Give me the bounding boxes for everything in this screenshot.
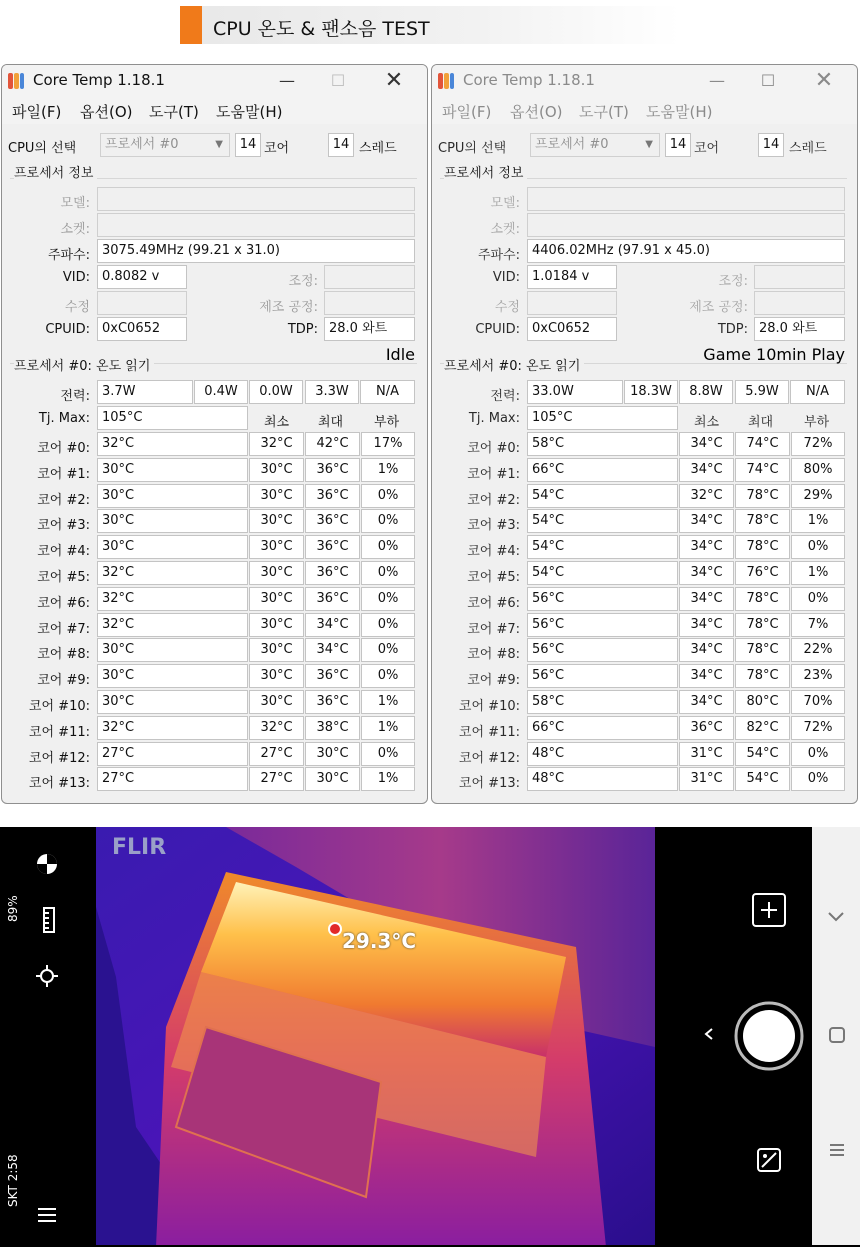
core-max: 36°C [305, 458, 360, 482]
core-temp: 58°C [527, 690, 678, 714]
core-min: 30°C [249, 509, 304, 533]
core-label: 코어 #4: [37, 544, 90, 560]
core-load: 0% [791, 535, 845, 559]
core-temp: 30°C [97, 690, 248, 714]
core-max: 34°C [305, 613, 360, 637]
core-load: 70% [791, 690, 845, 714]
adjust-field [754, 265, 845, 289]
menu-bar [2, 98, 427, 124]
scenario-tag: Idle [385, 345, 415, 364]
core-min: 34°C [679, 561, 734, 585]
core-temp: 32°C [97, 432, 248, 456]
ruler-icon[interactable] [38, 907, 56, 933]
menu-help[interactable]: 도움말(H) [216, 103, 283, 121]
core-load: 1% [791, 561, 845, 585]
android-nav-bar [812, 827, 860, 1245]
core-min: 34°C [679, 509, 734, 533]
process-field [754, 291, 845, 315]
core-load: 0% [361, 742, 415, 766]
core-load: 23% [791, 664, 845, 688]
core-label: 코어 #3: [467, 518, 520, 534]
power-value-4: N/A [790, 380, 845, 404]
accent-bar [180, 6, 202, 44]
core-label: 코어 #10: [458, 699, 520, 714]
window-title: Core Temp 1.18.1 [463, 71, 595, 89]
core-temp: 30°C [97, 664, 248, 688]
maximize-button[interactable]: ☐ [760, 71, 776, 90]
chevron-down-icon: ▼ [215, 139, 223, 150]
cpuid-field: 0xC0652 [527, 317, 617, 341]
model-field [527, 187, 845, 211]
core-temp: 54°C [527, 535, 678, 559]
flir-logo: FLIR [112, 835, 167, 860]
core-label: 코어 #6: [37, 595, 90, 611]
vid-label: VID: [62, 270, 90, 285]
power-value-2: 8.8W [679, 380, 733, 404]
power-value-1: 18.3W [624, 380, 678, 404]
tdp-label: TDP: [717, 322, 748, 337]
camera-left-toolbar [0, 827, 72, 1245]
revision-label: 수정 [494, 300, 520, 315]
menu-tools[interactable]: 도구(T) [579, 103, 629, 121]
core-load: 1% [361, 458, 415, 482]
model-field [97, 187, 415, 211]
tdp-field: 28.0 와트 [754, 317, 845, 341]
close-button[interactable]: ✕ [814, 68, 834, 93]
core-temp: 30°C [97, 509, 248, 533]
core-max: 78°C [735, 509, 790, 533]
core-temp: 58°C [527, 432, 678, 456]
core-label: 코어 #1: [37, 466, 90, 482]
crosshair-icon[interactable] [35, 964, 59, 988]
core-load: 17% [361, 432, 415, 456]
core-min: 36°C [679, 716, 734, 740]
menu-bar [432, 98, 857, 124]
menu-options[interactable]: 옵션(O) [510, 103, 563, 121]
core-max: 36°C [305, 484, 360, 508]
home-icon[interactable] [829, 1027, 845, 1043]
revision-field [97, 291, 187, 315]
cores-label: 코어 [694, 141, 720, 156]
window-title: Core Temp 1.18.1 [33, 71, 165, 89]
chevron-down-icon: ▼ [645, 139, 653, 150]
tjmax-field: 105°C [527, 406, 678, 430]
core-max: 30°C [305, 767, 360, 791]
core-temp: 48°C [527, 767, 678, 791]
menu-file[interactable]: 파일(F) [12, 103, 62, 121]
cpuid-field: 0xC0652 [97, 317, 187, 341]
core-load: 72% [791, 432, 845, 456]
core-temp: 56°C [527, 638, 678, 662]
cores-count: 14 [665, 133, 691, 157]
core-load: 0% [361, 664, 415, 688]
core-load: 0% [361, 509, 415, 533]
process-label: 제조 공정: [689, 300, 748, 315]
back-arrow-icon[interactable] [702, 1027, 716, 1041]
core-label: 코어 #6: [467, 595, 520, 611]
core-max: 74°C [735, 432, 790, 456]
core-load: 0% [361, 587, 415, 611]
menu-tools[interactable]: 도구(T) [149, 103, 199, 121]
power-label: 전력: [60, 389, 90, 404]
vid-field: 0.8082 v [97, 265, 187, 289]
core-min: 27°C [249, 742, 304, 766]
core-max: 42°C [305, 432, 360, 456]
title-bar [432, 65, 857, 98]
page-title: CPU 온도 & 팬소음 TEST [213, 18, 430, 40]
core-min: 30°C [249, 587, 304, 611]
core-label: 코어 #9: [467, 673, 520, 689]
tjmax-field: 105°C [97, 406, 248, 430]
adjust-label: 조정: [718, 274, 748, 289]
proc-info-title: 프로세서 정보 [444, 162, 527, 181]
tjmax-label: Tj. Max: [468, 411, 520, 426]
core-min: 31°C [679, 767, 734, 791]
core-min: 32°C [249, 716, 304, 740]
core-min: 34°C [679, 613, 734, 637]
core-label: 코어 #4: [467, 544, 520, 560]
thermal-laptop-picture [96, 827, 655, 1245]
core-min: 34°C [679, 690, 734, 714]
core-label: 코어 #3: [37, 518, 90, 534]
spot-temperature: 29.3°C [342, 929, 417, 953]
core-min: 30°C [249, 664, 304, 688]
core-temp: 27°C [97, 767, 248, 791]
socket-field [97, 213, 415, 237]
core-min: 34°C [679, 535, 734, 559]
core-min: 34°C [679, 432, 734, 456]
core-label: 코어 #12: [28, 750, 90, 766]
load-header: 부하 [804, 415, 830, 430]
core-load: 0% [361, 535, 415, 559]
processor-select-value: 프로세서 #0 [105, 137, 179, 152]
core-min: 34°C [679, 664, 734, 688]
process-field [324, 291, 415, 315]
tdp-label: TDP: [287, 322, 318, 337]
core-min: 32°C [249, 432, 304, 456]
coretemp-app-icon [6, 71, 26, 91]
core-temp: 48°C [527, 742, 678, 766]
core-label: 코어 #7: [467, 621, 520, 637]
core-temp: 56°C [527, 613, 678, 637]
core-load: 0% [791, 742, 845, 766]
process-label: 제조 공정: [259, 300, 318, 315]
core-load: 0% [361, 613, 415, 637]
header-banner [180, 6, 680, 44]
core-max: 36°C [305, 509, 360, 533]
core-max: 36°C [305, 664, 360, 688]
core-max: 54°C [735, 767, 790, 791]
core-load: 1% [361, 716, 415, 740]
core-max: 82°C [735, 716, 790, 740]
core-label: 코어 #8: [37, 647, 90, 663]
socket-label: 소켓: [60, 222, 90, 237]
menu-icon[interactable] [37, 1207, 57, 1223]
core-max: 78°C [735, 484, 790, 508]
core-max: 78°C [735, 613, 790, 637]
load-header: 부하 [374, 415, 400, 430]
menu-file[interactable]: 파일(F) [442, 103, 492, 121]
core-max: 80°C [735, 690, 790, 714]
core-max: 78°C [735, 535, 790, 559]
core-load: 1% [791, 509, 845, 533]
core-min: 30°C [249, 458, 304, 482]
core-max: 36°C [305, 561, 360, 585]
core-load: 0% [361, 484, 415, 508]
menu-help[interactable]: 도움말(H) [646, 103, 713, 121]
core-max: 78°C [735, 587, 790, 611]
core-max: 54°C [735, 742, 790, 766]
core-max: 34°C [305, 638, 360, 662]
core-label: 코어 #8: [467, 647, 520, 663]
frequency-label: 주파수: [47, 248, 90, 263]
cpuid-label: CPUID: [45, 322, 90, 337]
recents-icon[interactable] [829, 1143, 845, 1157]
core-max: 38°C [305, 716, 360, 740]
scenario-tag: Game 10min Play [703, 345, 845, 364]
revision-field [527, 291, 617, 315]
coretemp-app-icon [436, 71, 456, 91]
core-min: 34°C [679, 458, 734, 482]
power-value-4: N/A [360, 380, 415, 404]
core-temp: 32°C [97, 613, 248, 637]
core-max: 78°C [735, 664, 790, 688]
core-label: 코어 #7: [37, 621, 90, 637]
core-label: 코어 #1: [467, 466, 520, 482]
core-max: 76°C [735, 561, 790, 585]
threads-count: 14 [758, 133, 784, 157]
chevron-down-icon[interactable] [828, 911, 844, 923]
core-load: 1% [361, 767, 415, 791]
core-load: 0% [361, 561, 415, 585]
power-value-0: 33.0W [527, 380, 623, 404]
core-load: 80% [791, 458, 845, 482]
threads-label: 스레드 [789, 141, 827, 156]
core-max: 36°C [305, 690, 360, 714]
cpu-select-label: CPU의 선택 [8, 141, 77, 156]
frequency-field: 3075.49MHz (99.21 x 31.0) [97, 239, 415, 263]
temp-readings-title: 프로세서 #0: 온도 읽기 [14, 355, 154, 374]
model-label: 모델: [490, 196, 520, 211]
gallery-swap-icon[interactable] [756, 1147, 782, 1173]
core-label: 코어 #2: [37, 492, 90, 508]
core-max: 78°C [735, 638, 790, 662]
minimize-button[interactable]: — [709, 71, 725, 90]
core-temp: 56°C [527, 664, 678, 688]
core-load: 29% [791, 484, 845, 508]
adjust-field [324, 265, 415, 289]
core-min: 30°C [249, 613, 304, 637]
processor-select-value: 프로세서 #0 [535, 137, 609, 152]
flir-camera-screen [0, 827, 860, 1247]
core-min: 34°C [679, 587, 734, 611]
core-label: 코어 #11: [458, 724, 520, 740]
core-label: 코어 #13: [28, 776, 90, 792]
shutter-button[interactable] [734, 1001, 804, 1071]
frequency-label: 주파수: [477, 248, 520, 263]
vid-field: 1.0184 v [527, 265, 617, 289]
core-temp: 54°C [527, 561, 678, 585]
core-min: 34°C [679, 638, 734, 662]
maximize-button[interactable]: ☐ [330, 71, 346, 90]
menu-options[interactable]: 옵션(O) [80, 103, 133, 121]
thermal-image [96, 827, 655, 1245]
tdp-field: 28.0 와트 [324, 317, 415, 341]
model-label: 모델: [60, 196, 90, 211]
core-max: 30°C [305, 742, 360, 766]
core-min: 30°C [249, 484, 304, 508]
vid-label: VID: [492, 270, 520, 285]
threads-count: 14 [328, 133, 354, 157]
threads-label: 스레드 [359, 141, 397, 156]
power-label: 전력: [490, 389, 520, 404]
core-min: 30°C [249, 638, 304, 662]
core-load: 1% [361, 690, 415, 714]
core-label: 코어 #0: [467, 441, 520, 456]
power-value-2: 0.0W [249, 380, 303, 404]
cores-count: 14 [235, 133, 261, 157]
core-load: 0% [791, 587, 845, 611]
adjust-label: 조정: [288, 274, 318, 289]
power-value-1: 0.4W [194, 380, 248, 404]
core-temp: 32°C [97, 561, 248, 585]
temp-readings-title: 프로세서 #0: 온도 읽기 [444, 355, 584, 374]
core-label: 코어 #5: [37, 570, 90, 585]
core-max: 74°C [735, 458, 790, 482]
socket-field [527, 213, 845, 237]
core-load: 22% [791, 638, 845, 662]
max-header: 최대 [748, 415, 774, 430]
revision-label: 수정 [64, 300, 90, 315]
coretemp-window-game [431, 64, 858, 804]
core-temp: 27°C [97, 742, 248, 766]
socket-label: 소켓: [490, 222, 520, 237]
core-min: 27°C [249, 767, 304, 791]
tjmax-label: Tj. Max: [38, 411, 90, 426]
status-battery: 89% [6, 895, 20, 922]
processor-select[interactable] [100, 133, 230, 157]
proc-info-title: 프로세서 정보 [14, 162, 97, 181]
status-carrier-time: SKT 2:58 [6, 1154, 20, 1207]
core-max: 36°C [305, 587, 360, 611]
core-min: 31°C [679, 742, 734, 766]
core-load: 0% [791, 767, 845, 791]
core-label: 코어 #11: [28, 724, 90, 740]
core-label: 코어 #2: [467, 492, 520, 508]
close-button[interactable]: ✕ [384, 68, 404, 93]
core-temp: 30°C [97, 638, 248, 662]
core-temp: 32°C [97, 716, 248, 740]
core-temp: 32°C [97, 587, 248, 611]
core-label: 코어 #9: [37, 673, 90, 689]
core-label: 코어 #0: [37, 441, 90, 456]
power-value-0: 3.7W [97, 380, 193, 404]
coretemp-window-idle [1, 64, 428, 804]
core-temp: 54°C [527, 509, 678, 533]
core-min: 30°C [249, 535, 304, 559]
core-label: 코어 #5: [467, 570, 520, 585]
cpu-select-label: CPU의 선택 [438, 141, 507, 156]
camera-right-toolbar [682, 827, 812, 1245]
core-temp: 30°C [97, 458, 248, 482]
minimize-button[interactable]: — [279, 71, 295, 90]
max-header: 최대 [318, 415, 344, 430]
title-bar [2, 65, 427, 98]
core-temp: 30°C [97, 484, 248, 508]
core-load: 0% [361, 638, 415, 662]
spot-marker [329, 923, 341, 935]
add-icon[interactable] [752, 893, 786, 927]
core-temp: 66°C [527, 716, 678, 740]
core-label: 코어 #12: [458, 750, 520, 766]
frequency-field: 4406.02MHz (97.91 x 45.0) [527, 239, 845, 263]
core-min: 30°C [249, 690, 304, 714]
min-header: 최소 [264, 415, 290, 430]
contrast-icon[interactable] [35, 852, 59, 876]
core-max: 36°C [305, 535, 360, 559]
cores-label: 코어 [264, 141, 290, 156]
min-header: 최소 [694, 415, 720, 430]
core-load: 72% [791, 716, 845, 740]
core-temp: 54°C [527, 484, 678, 508]
processor-select[interactable] [530, 133, 660, 157]
core-temp: 66°C [527, 458, 678, 482]
core-label: 코어 #13: [458, 776, 520, 792]
core-temp: 30°C [97, 535, 248, 559]
core-min: 32°C [679, 484, 734, 508]
core-label: 코어 #10: [28, 699, 90, 714]
cpuid-label: CPUID: [475, 322, 520, 337]
power-value-3: 5.9W [735, 380, 789, 404]
core-temp: 56°C [527, 587, 678, 611]
core-min: 30°C [249, 561, 304, 585]
power-value-3: 3.3W [305, 380, 359, 404]
core-load: 7% [791, 613, 845, 637]
